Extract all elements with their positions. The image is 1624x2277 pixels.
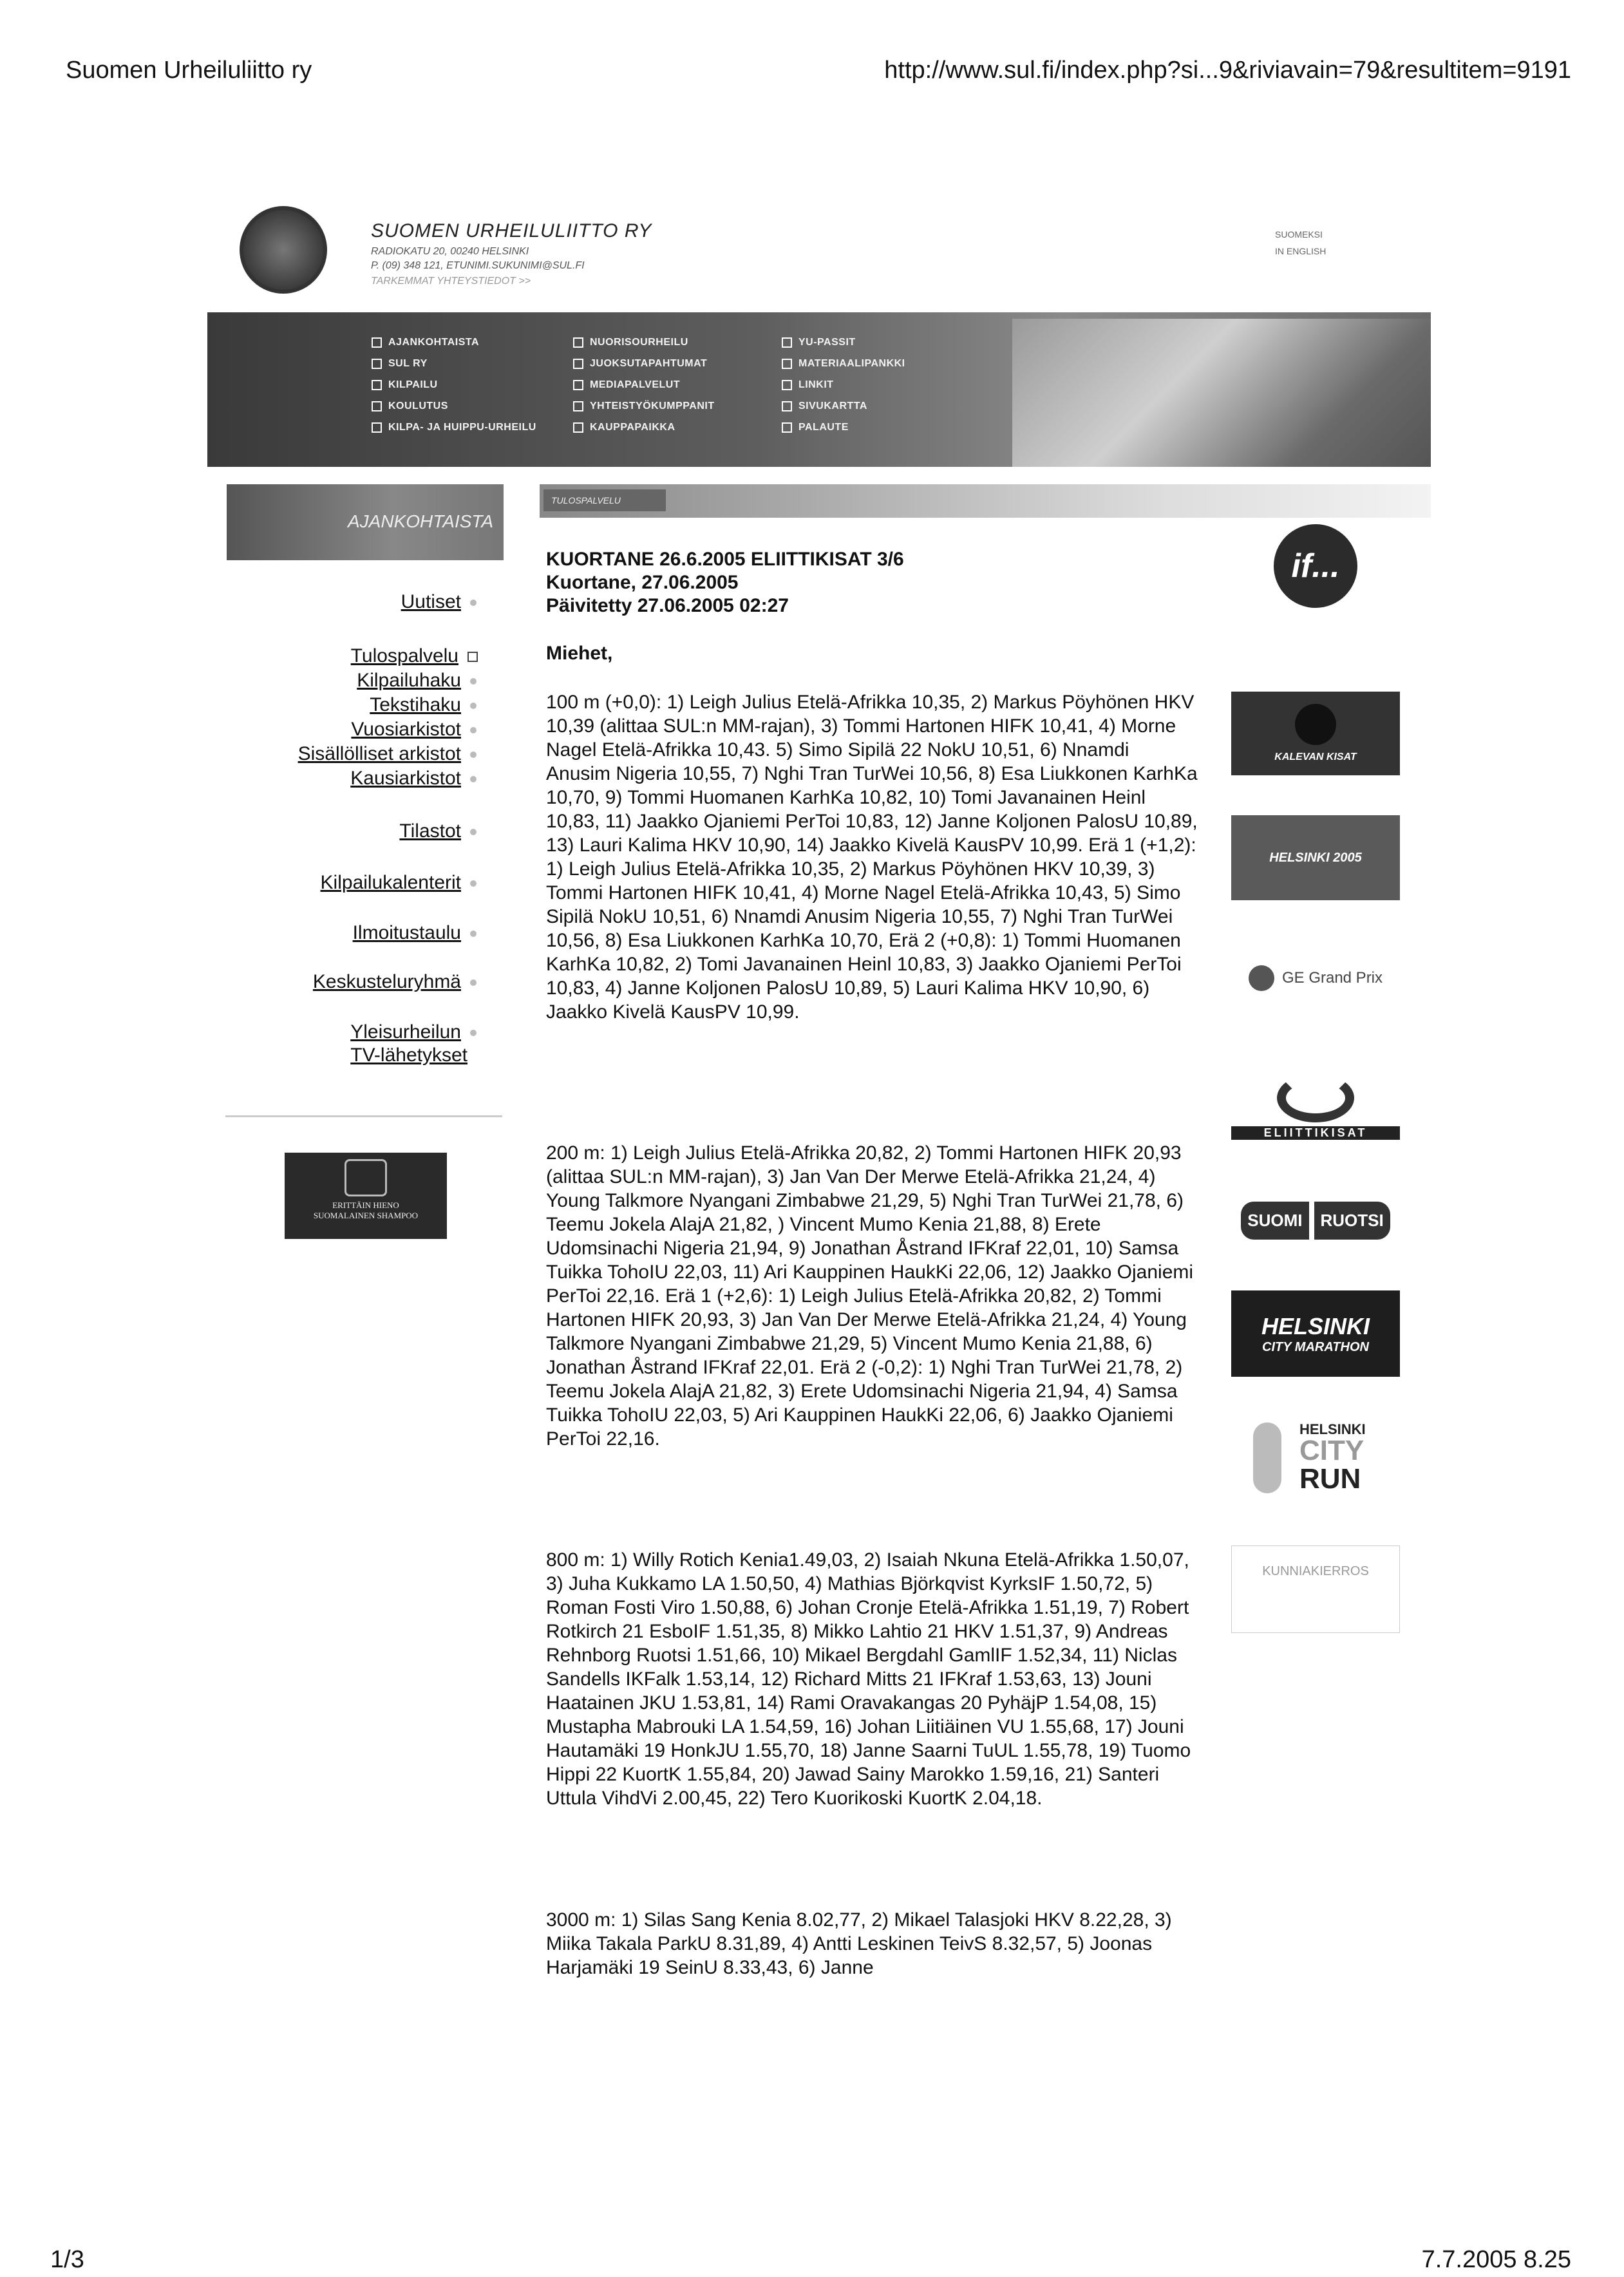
sponsor-ge-grand-prix[interactable] (1231, 940, 1400, 1016)
sponsor-kalevan-kisat[interactable] (1231, 692, 1400, 775)
nav-yleisurheilun[interactable]: Yleisurheilun (350, 1021, 477, 1043)
ge-label: GE Grand Prix (1281, 969, 1383, 987)
results-800m: 800 m: 1) Willy Rotich Kenia1.49,03, 2) Isaiah Nkuna Etelä-Afrikka 1.50,07, 3) Juha Kukkamo LA 1.50,50, 4) Mathias Björkqvist KyrksIF 1.50,72, 5) Roman Fosti Viro 1.50,88, 6) Johan Cronje Etelä-Afrikka 1.51,19, 7) Robert Rotkirch 21 EsboIF 1.51,35, 8) Mikko Lahtio 21 HKV 1.51,37, 9) Andreas Rehnborg Ruotsi 1.51,66, 10) Mikael Bergdahl GamlIF 1.52,34, 11) Niclas Sandells IKFalk 1.53,14, 12) Richard Mitts 21 IFKraf 1.53,63, 13) Jouni Haatainen JKU 1.53,81, 14) Rami Oravakangas 20 PyhäjP 1.54,08, 15) Mustapha Mabrouki LA 1.54,59, 16) Johan Liitiäinen VU 1.55,68, 17) Jouni Hautamäki 19 HonkJU 1.55,70, 18) Janne Saarni TuUL 1.55,78, 19) Tuomo Hippi 22 KuortK 1.55,84, 20) Jawad Sainy Marokko 1.59,16, 21) Santeri Uttula VihdVi 2.00,45, 22) Tero Kuorikoski KuortK 2.04,18. (546, 1549, 1191, 1809)
bullet-icon (470, 931, 477, 937)
ruotsi-label: RUOTSI (1314, 1202, 1390, 1240)
bullet-icon (470, 776, 477, 782)
left-divider (225, 1115, 502, 1117)
sponsor-if[interactable]: if... (1274, 524, 1357, 608)
sul-logo[interactable] (240, 206, 327, 294)
site-contacts-link[interactable]: TARKEMMAT YHTEYSTIEDOT >> (371, 276, 531, 287)
lang-english-link[interactable]: IN ENGLISH (1275, 246, 1327, 256)
site-name: SUOMEN URHEILULIITTO RY (371, 220, 652, 241)
menu-yhteistyokumppanit[interactable]: YHTEISTYÖKUMPPANIT (573, 401, 715, 412)
sponsor-helsinki-city-marathon[interactable] (1231, 1290, 1400, 1377)
bullet-icon (470, 703, 477, 709)
article-title: KUORTANE 26.6.2005 ELIITTIKISAT 3/6 (546, 549, 904, 570)
menu-square-icon (372, 422, 382, 433)
menu-linkit[interactable]: LINKIT (782, 379, 905, 391)
menu-square-icon (372, 380, 382, 390)
print-page-number: 1/3 (50, 2246, 84, 2273)
menu-square-icon (372, 337, 382, 348)
section-banner-label: AJANKOHTAISTA (348, 511, 494, 531)
nav-kilpailuhaku[interactable]: Kilpailuhaku (357, 670, 477, 692)
menu-kilpa-huippu[interactable]: KILPA- JA HUIPPU-URHEILU (372, 422, 536, 433)
menu-nuorisourheilu[interactable]: NUORISOURHEILU (573, 337, 715, 348)
menu-sul-ry[interactable]: SUL RY (372, 358, 536, 370)
results-100m: 100 m (+0,0): 1) Leigh Julius Etelä-Afrikka 10,35, 2) Markus Pöyhönen HKV 10,39 (alittaa SUL:n MM-rajan), 3) Tommi Hartonen HIFK 10,41, 4) Morne Nagel Etelä-Afrikka 10,43. 5) Simo Sipilä 22 NokU 10,51, 6) Nnamdi Anusim Nigeria 10,55, 7) Nghi Tran TurWei 10,56, 8) Esa Liukkonen KarhKa 10,70, 9) Tommi Huomanen KarhKa 10,82, 10) Tomi Javanainen Heinl 10,83, 11) Jaakko Ojaniemi PerToi 10,83, 12) Janne Koljonen PalosU 10,89, 13) Lauri Kalima HKV 10,90, 14) Jaakko Kivelä KausPV 10,99. Erä 1 (+1,2): 1) Leigh Julius Etelä-Afrikka 10,35, 2) Markus Pöyhönen HKV 10,39, 3) Tommi Hartonen HIFK 10,41, 4) Morne Nagel Etelä-Afrikka 10,43, 5) Simo Sipilä NokU 10,51, 6) Nnamdi Anusim Nigeria 10,55, 7) Nghi Tran TurWei 10,56, 8) Esa Liukkonen KarhKa 10,70, Erä 2 (+0,8): 1) Tommi Huomanen KarhKa 10,82, 2) Tomi Javanainen Heinl 10,83, 3) Jaakko Ojaniemi PerToi 10,83, 4) Janne Koljonen PalosU 10,89, 5) Lauri Kalima HKV 10,90, 6) Jaakko Kivelä KausPV 10,99. (546, 692, 1198, 1023)
bullet-icon (470, 727, 477, 733)
menu-square-icon (782, 337, 792, 348)
menu-square-icon (782, 422, 792, 433)
bullet-icon (470, 979, 477, 986)
menu-koulutus[interactable]: KOULUTUS (372, 401, 536, 412)
menu-yu-passit[interactable]: YU-PASSIT (782, 337, 905, 348)
results-200m: 200 m: 1) Leigh Julius Etelä-Afrikka 20,82, 2) Tommi Hartonen HIFK 20,93 (alittaa SUL:n MM-rajan), 3) Jan Van Der Merwe Etelä-Afrikka 21,24, 4) Young Talkmore Nyangani Zimbabwe 21,29, 5) Nghi Tran TurWei 21,78, 6) Teemu Jokela AlajA 21,82, ) Vincent Mumo Kenia 21,88, 8) Erete Udomsinachi Nigeria 21,94, 9) Jonathan Åstrand IFKraf 22,01, 10) Samsa Tuikka TohoIU 22,03, 11) Ari Kauppinen HaukKi 22,06, 12) Jaakko Ojaniemi PerToi 22,16. Erä 1 (+2,6): 1) Leigh Julius Etelä-Afrikka 20,82, 2) Tommi Hartonen HIFK 20,93, 3) Jan Van Der Merwe Etelä-Afrikka 21,24, 4) Young Talkmore Nyangani Zimbabwe 21,29, 5) Vincent Mumo Kenia 21,88, 6) Jonathan Åstrand IFKraf 22,01. Erä 2 (-0,2): 1) Nghi Tran TurWei 21,78, 2) Teemu Jokela AlajA 21,82, 3) Erete Udomsinachi Nigeria 21,94, 4) Samsa Tuikka TohoIU 22,03, 5) Ari Kauppinen HaukKi 22,06, 6) Jaakko Ojaniemi PerToi 22,16. (546, 1142, 1194, 1450)
bullet-icon (470, 751, 477, 758)
eliittikisat-label: ELIITTIKISAT (1231, 1126, 1400, 1140)
e-logo-icon (1277, 1073, 1354, 1122)
main-banner (207, 312, 1431, 467)
sponsor-suomi-ruotsi[interactable] (1231, 1178, 1400, 1262)
menu-square-icon (782, 380, 792, 390)
marathon-title: HELSINKI (1261, 1312, 1370, 1339)
menu-col-2 (573, 337, 715, 433)
section-banner-ajankohtaista (227, 484, 504, 560)
results-3000m: 3000 m: 1) Silas Sang Kenia 8.02,77, 2) Mikael Talasjoki HKV 8.22,28, 3) Miika Takala ParkU 8.31,89, 4) Antti Leskinen TeivS 8.32,57, 5) Joonas Harjamäki 19 SeinU 8.33,43, 6) Janne (546, 1909, 1172, 1978)
menu-kilpailu[interactable]: KILPAILU (372, 379, 536, 391)
sponsor-kunniakierros[interactable]: KUNNIAKIERROS (1231, 1545, 1400, 1633)
print-header-title: Suomen Urheiluliitto ry (66, 57, 312, 84)
site-phone: P. (09) 348 121, ETUNIMI.SUKUNIMI@SUL.FI (371, 260, 585, 271)
cityrun-line2: CITY (1299, 1435, 1364, 1466)
menu-col-1 (372, 337, 536, 433)
nav-kilpailukalenterit[interactable]: Kilpailukalenterit (321, 872, 477, 894)
print-header-url: http://www.sul.fi/index.php?si...9&riviavain=79&resultitem=9191 (884, 57, 1571, 84)
bullet-icon (470, 829, 477, 835)
menu-square-icon (573, 422, 583, 433)
article-section: Miehet, (546, 643, 613, 664)
athletes-photo (1012, 319, 1431, 467)
menu-sivukartta[interactable]: SIVUKARTTA (782, 401, 905, 412)
cityrun-swoosh-icon (1253, 1422, 1281, 1493)
menu-juoksutapahtumat[interactable]: JUOKSUTAPAHTUMAT (573, 358, 715, 370)
cityrun-line3: RUN (1299, 1463, 1361, 1495)
nav-kausiarkistot[interactable]: Kausiarkistot (350, 768, 477, 789)
menu-materiaalipankki[interactable]: MATERIAALIPANKKI (782, 358, 905, 370)
nav-tekstihaku[interactable]: Tekstihaku (370, 694, 477, 716)
menu-square-icon (372, 401, 382, 411)
site-address: RADIOKATU 20, 00240 HELSINKI (371, 246, 529, 257)
sponsor-helsinki-2005[interactable]: HELSINKI 2005 (1231, 815, 1400, 900)
nav-keskusteluryhma[interactable]: Keskusteluryhmä (313, 971, 477, 993)
kalevan-label: KALEVAN KISAT (1274, 751, 1357, 762)
menu-square-icon (782, 359, 792, 369)
suomi-label: SUOMI (1241, 1202, 1308, 1240)
nav-uutiset[interactable]: Uutiset (401, 591, 477, 613)
bullet-icon (470, 600, 477, 606)
tab-tulospalvelu[interactable]: TULOSPALVELU (543, 489, 666, 511)
bullet-icon (470, 880, 477, 887)
menu-square-icon (573, 337, 583, 348)
square-icon (467, 652, 478, 662)
menu-palaute[interactable]: PALAUTE (782, 422, 905, 433)
nav-vuosiarkistot[interactable]: Vuosiarkistot (351, 719, 477, 741)
menu-kauppapaikka[interactable]: KAUPPAPAIKKA (573, 422, 715, 433)
nav-ilmoitustaulu[interactable]: Ilmoitustaulu (353, 922, 477, 944)
nav-tulospalvelu[interactable]: Tulospalvelu (351, 645, 478, 667)
print-datetime: 7.7.2005 8.25 (1421, 2246, 1571, 2273)
menu-square-icon (573, 359, 583, 369)
shampoo-ad-line2: SUOMALAINEN SHAMPOO (313, 1211, 419, 1220)
globe-icon (1295, 704, 1336, 745)
crest-icon (345, 1159, 387, 1196)
menu-square-icon (372, 359, 382, 369)
nav-tilastot[interactable]: Tilastot (399, 820, 477, 842)
sponsor-eliittikisat[interactable] (1231, 1056, 1400, 1140)
cityrun-line1: HELSINKI (1299, 1421, 1366, 1437)
article-updated: Päivitetty 27.06.2005 02:27 (546, 595, 789, 616)
shampoo-ad[interactable] (285, 1153, 447, 1239)
article-subtitle: Kuortane, 27.06.2005 (546, 572, 739, 593)
tab-bar (540, 484, 1431, 518)
sponsor-helsinki-city-run[interactable] (1231, 1410, 1400, 1506)
menu-square-icon (573, 380, 583, 390)
marathon-subtitle: CITY MARATHON (1262, 1339, 1369, 1354)
shampoo-ad-line1: ERITTÄIN HIENO (332, 1200, 399, 1210)
nav-tv-lahetykset[interactable]: TV-lähetykset (350, 1044, 467, 1066)
bullet-icon (470, 678, 477, 685)
menu-ajankohtaista[interactable]: AJANKOHTAISTA (372, 337, 536, 348)
ge-logo-icon (1249, 965, 1274, 991)
menu-square-icon (573, 401, 583, 411)
lang-finnish-link[interactable]: SUOMEKSI (1275, 229, 1323, 240)
bullet-icon (470, 1030, 477, 1036)
menu-mediapalvelut[interactable]: MEDIAPALVELUT (573, 379, 715, 391)
nav-sisallolliset-arkistot[interactable]: Sisällölliset arkistot (298, 743, 477, 765)
menu-square-icon (782, 401, 792, 411)
menu-col-3 (782, 337, 905, 433)
